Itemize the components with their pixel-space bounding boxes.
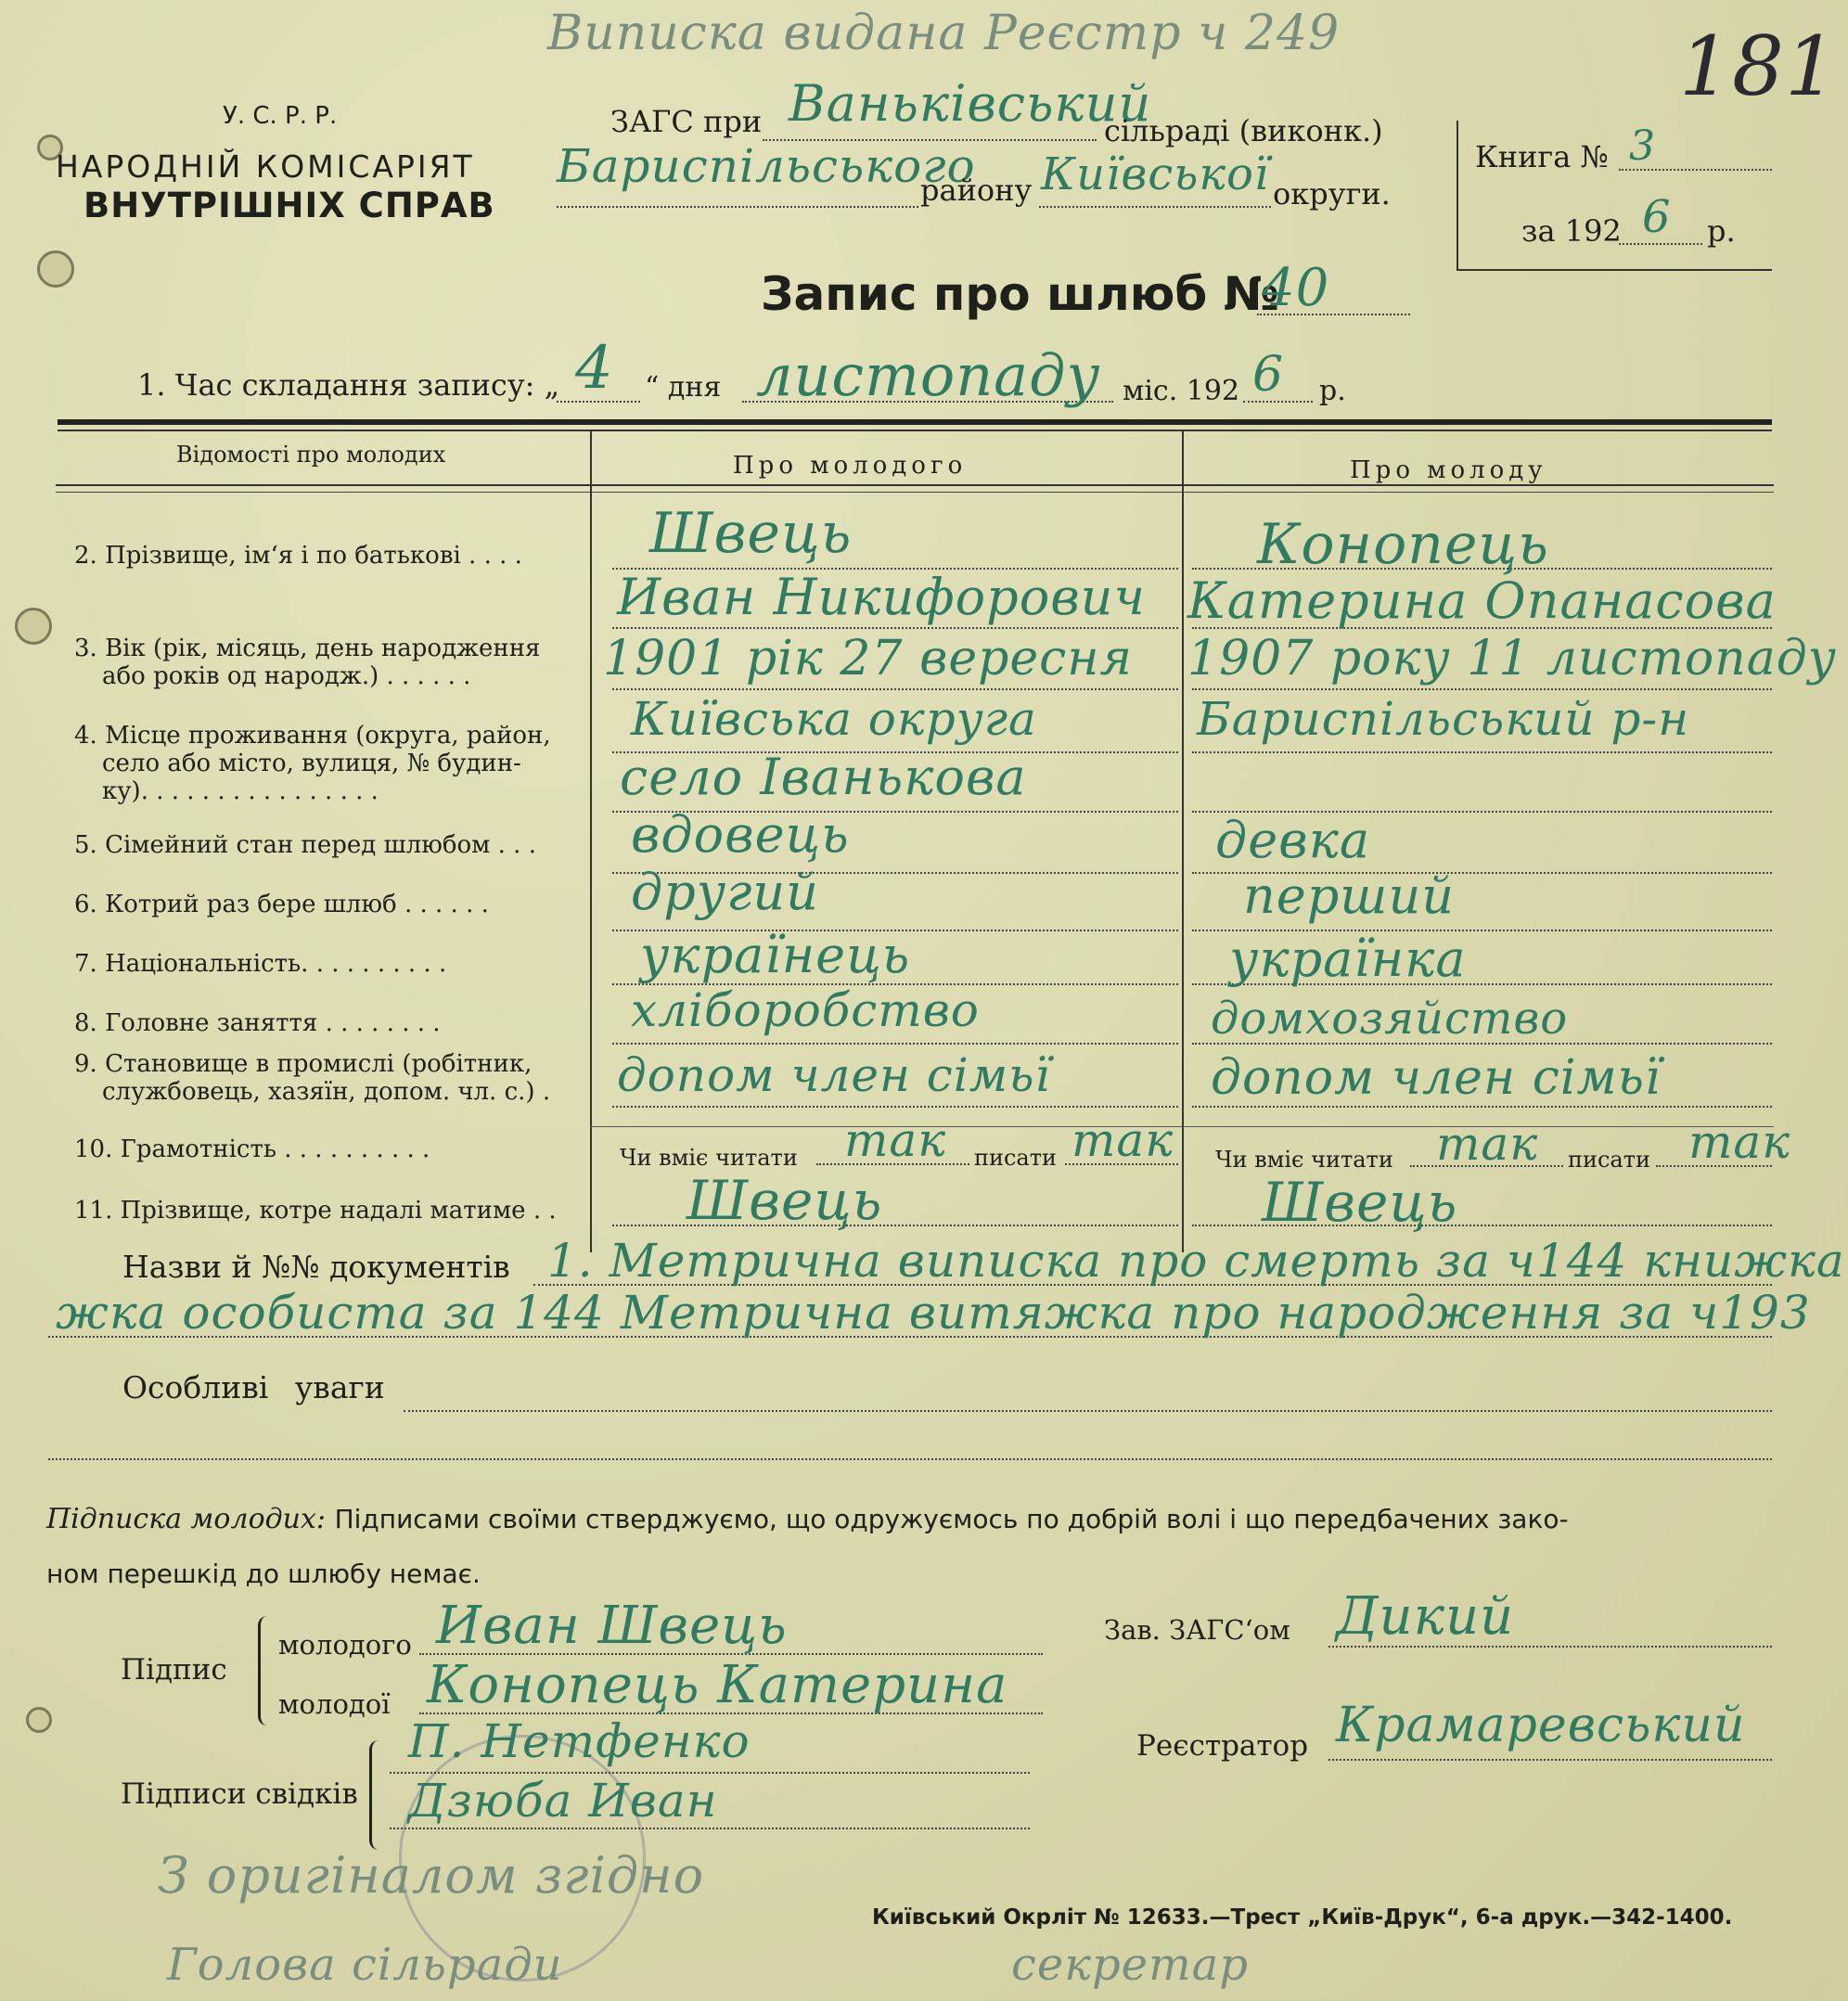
row-label-occupation: 8. Головне заняття . . . . . . . . — [74, 1009, 441, 1037]
top-note: Виписка видана Реєстр ч 249 — [547, 6, 1341, 61]
row-rule — [590, 1126, 1774, 1127]
witness2-line — [390, 1828, 1030, 1829]
registrar-signature: Крамаревський — [1336, 1698, 1746, 1753]
secretary-note: секретар — [1011, 1939, 1249, 1991]
row-label-residence: 4. Місце проживання (округа, район, — [74, 722, 551, 750]
row-label-age-2: або років од народж.) . . . . . . — [102, 662, 471, 690]
record-month: листопаду — [756, 341, 1101, 409]
org-name-2: ВНУТРІШНІХ СПРАВ — [83, 186, 495, 225]
row-label-position: 9. Становище в промислі (робітник, — [74, 1050, 533, 1078]
declaration-lead: Підписка молодих: — [46, 1503, 327, 1535]
signature-brace — [258, 1616, 274, 1725]
registrar-signature-line — [1328, 1759, 1772, 1761]
groom-times: другий — [631, 863, 819, 921]
row-label-times: 6. Котрий раз бере шлюб . . . . . . — [74, 891, 489, 918]
district-label: району — [920, 173, 1033, 208]
certification-note: З оригіналом згідно — [158, 1846, 705, 1905]
groom-nationality: українець — [640, 926, 911, 984]
documents-2: жка особиста за 144 Метрична витяжка про народження за ч193 — [56, 1286, 1811, 1340]
bride-surname: Конопець — [1257, 512, 1549, 577]
row-line — [1192, 751, 1772, 753]
groom-write-label: писати — [974, 1145, 1058, 1171]
record-number: 40 — [1262, 258, 1330, 318]
bride-write: так — [1688, 1115, 1791, 1169]
col-header-info: Відомості про молодих — [176, 442, 446, 468]
book-box-bottom — [1457, 269, 1772, 271]
declaration-line-1 — [46, 1503, 1569, 1535]
row-label-marital: 5. Сімейний стан перед шлюбом . . . — [74, 831, 536, 859]
okrug: Київської — [1041, 148, 1270, 200]
groom-signature: Иван Швець — [436, 1596, 788, 1656]
zags-suffix: сільраді (виконк.) — [1104, 113, 1383, 148]
groom-residence: Київська округа — [631, 692, 1037, 746]
header-bottom-rule-2 — [56, 492, 1774, 493]
punch-hole — [37, 250, 74, 288]
groom-read: так — [844, 1113, 947, 1167]
documents-1: 1. Метрична виписка про смерть за ч144 книжка — [547, 1234, 1845, 1288]
record-month-label: міс. 192 — [1123, 375, 1240, 407]
bride-residence: Бариспільський р-н — [1197, 692, 1690, 746]
book-year-digit: 6 — [1642, 191, 1672, 243]
special-notes-label: Особливі уваги — [122, 1369, 385, 1405]
bride-birth: 1907 року 11 листопаду — [1187, 631, 1837, 686]
row-label-literacy: 10. Грамотність . . . . . . . . . . — [74, 1135, 430, 1163]
row-label-name: 2. Прізвище, ім‘я і по батькові . . . . — [74, 542, 522, 570]
groom-future-surname: Швець — [687, 1169, 883, 1232]
record-date-label: 1. Час складання запису: „ — [137, 367, 560, 403]
bride-read-label: Чи вміє читати — [1215, 1147, 1393, 1173]
head-label: Зав. ЗАГС‘ом — [1104, 1614, 1290, 1646]
row-line — [612, 627, 1178, 629]
groom-write: так — [1072, 1113, 1174, 1167]
okrug-label: округи. — [1273, 176, 1391, 212]
zags-council: Ваньківський — [789, 74, 1152, 133]
printer-imprint: Київський Окрліт № 12633.—Трест „Київ-Друк“, 6-а друк.—342-1400. — [872, 1905, 1733, 1930]
record-year: 6 — [1252, 347, 1285, 403]
org-name-1: НАРОДНІЙ КОМІСАРІЯТ — [56, 148, 475, 185]
book-box-left — [1457, 121, 1458, 269]
bride-occupation: домхозяйство — [1211, 993, 1569, 1045]
header-bottom-rule — [56, 484, 1774, 486]
record-day: 4 — [575, 334, 614, 403]
bride-read: так — [1436, 1117, 1539, 1171]
col-header-groom: Про молодого — [733, 452, 968, 480]
row-line — [1192, 1106, 1772, 1108]
book-label: Книга № — [1475, 139, 1609, 174]
bride-future-surname: Швець — [1262, 1171, 1458, 1234]
row-label-residence-2: село або місто, вулиця, № будин- — [102, 750, 521, 777]
groom-read-label: Чи вміє читати — [620, 1145, 798, 1171]
row-label-future-surname: 11. Прізвище, котре надалі матиме . . — [74, 1197, 557, 1225]
row-line — [612, 1106, 1178, 1108]
declaration-text-1: Підписами своїми стверджуємо, що одружуємось по добрій волі і що передбачених зако- — [334, 1504, 1569, 1534]
bride-signature-label: молодої — [278, 1688, 391, 1720]
zags-prefix: ЗАГС при — [610, 104, 763, 139]
row-line — [1192, 688, 1772, 690]
punch-hole — [26, 1707, 52, 1733]
book-number: 3 — [1629, 122, 1656, 170]
signature-label: Підпис — [121, 1653, 227, 1687]
groom-marital: вдовець — [631, 805, 850, 864]
bride-position: допом член сімьї — [1211, 1050, 1662, 1106]
book-year-line — [1619, 243, 1702, 245]
row-label-residence-3: ку). . . . . . . . . . . . . . . . — [102, 777, 379, 805]
special-notes-line-2 — [48, 1458, 1772, 1460]
row-line — [612, 688, 1178, 690]
org-country: У. С. Р. Р. — [223, 102, 338, 130]
col-divider-2 — [1182, 431, 1184, 1252]
bride-times: перший — [1243, 866, 1456, 925]
witness-1: П. Нетфенко — [408, 1714, 751, 1768]
row-label-nationality: 7. Національність. . . . . . . . . . — [74, 950, 447, 978]
page-number: 181 — [1679, 19, 1838, 114]
bride-signature: Конопець Катерина — [427, 1655, 1008, 1715]
record-year-suffix: р. — [1319, 375, 1346, 407]
documents-label: Назви й №№ документів — [122, 1249, 510, 1285]
bride-nationality: українка — [1229, 930, 1467, 988]
chairman-note: Голова сільради — [167, 1939, 563, 1991]
registrar-label: Реєстратор — [1136, 1729, 1309, 1763]
special-notes-line-1 — [404, 1410, 1772, 1412]
record-day-close: “ дня — [645, 371, 722, 404]
bride-marital: девка — [1215, 811, 1371, 869]
bride-write-label: писати — [1568, 1147, 1651, 1173]
page-title: Запис про шлюб № — [761, 267, 1279, 321]
col-header-bride: Про молоду — [1350, 456, 1547, 484]
table-top-rule-thin — [58, 430, 1772, 431]
district-line — [557, 206, 918, 208]
groom-given-name: Иван Никифорович — [617, 568, 1147, 626]
head-signature: Дикий — [1336, 1586, 1515, 1647]
groom-birth: 1901 рік 27 вересня — [603, 631, 1133, 686]
witness-brace — [369, 1740, 385, 1850]
book-year-prefix: за 192 — [1521, 213, 1622, 249]
groom-occupation: хліборобство — [631, 983, 980, 1037]
okrug-line — [1039, 206, 1271, 208]
groom-signature-label: молодого — [278, 1629, 412, 1661]
bride-given-name: Катерина Опанасова — [1187, 571, 1777, 630]
book-year-suffix: р. — [1707, 213, 1736, 249]
punch-hole — [15, 608, 52, 645]
witnesses-label: Підписи свідків — [121, 1777, 358, 1811]
row-line — [612, 1043, 1178, 1045]
declaration-text-2: ном перешкід до шлюбу немає. — [46, 1558, 481, 1589]
district: Бариспільського — [557, 139, 976, 193]
groom-surname: Швець — [649, 501, 853, 566]
row-label-position-2: службовець, хазяїн, допом. чл. с.) . — [102, 1078, 551, 1106]
groom-residence-2: село Іванькова — [620, 748, 1027, 806]
groom-position: допом член сімьї — [617, 1048, 1051, 1102]
witness-2: Дзюба Иван — [408, 1774, 718, 1828]
table-top-rule — [58, 419, 1772, 425]
col-divider-1 — [590, 431, 592, 1252]
row-label-age: 3. Вік (рік, місяць, день народження — [74, 635, 541, 662]
